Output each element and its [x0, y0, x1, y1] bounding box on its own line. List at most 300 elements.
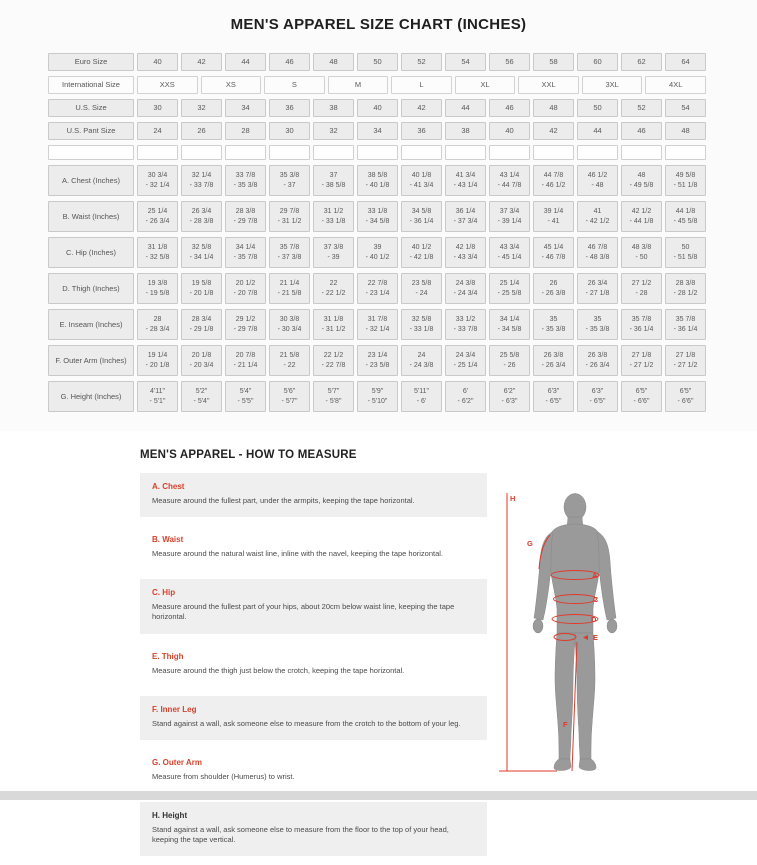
size-cell: 40	[357, 99, 398, 117]
range-to: - 28 3/4	[145, 325, 170, 333]
range-to: - 6'2"	[457, 397, 474, 405]
range-cell	[357, 201, 398, 232]
range-cell	[445, 273, 486, 304]
range-cell	[225, 237, 266, 268]
range-from: 33 1/8	[367, 207, 388, 215]
size-cell: 54	[445, 53, 486, 71]
range-to: - 43 1/4	[453, 181, 478, 189]
range-from: 45 1/4	[543, 243, 564, 251]
range-to: - 45 1/4	[497, 253, 522, 261]
range-from: 19 5/8	[191, 279, 212, 287]
range-to: - 33 1/8	[409, 325, 434, 333]
range-cell	[445, 309, 486, 340]
range-cell	[533, 237, 574, 268]
range-from: 28 3/4	[191, 315, 212, 323]
range-cell	[313, 273, 354, 304]
how-to-measure-item	[140, 643, 487, 687]
range-cell	[533, 381, 574, 412]
row-label: U.S. Size	[48, 99, 134, 117]
range-from: 29 1/2	[235, 315, 256, 323]
range-to: - 25 5/8	[497, 289, 522, 297]
range-to: - 49 5/8	[629, 181, 654, 189]
range-to: - 37 3/8	[277, 253, 302, 261]
range-cell	[445, 165, 486, 196]
range-cell	[533, 309, 574, 340]
range-to: - 28	[635, 289, 648, 297]
range-from: 25 5/8	[499, 351, 520, 359]
measure-item-description: Measure around the natural waist line, inline with the navel, keeping the tape horizontal.	[152, 549, 444, 559]
range-from: 22 1/2	[323, 351, 344, 359]
range-to: - 31 1/2	[321, 325, 346, 333]
range-from: 46 1/2	[587, 171, 608, 179]
range-from: 50	[681, 243, 690, 251]
range-to: - 35 3/8	[233, 181, 258, 189]
size-selector-box[interactable]	[533, 145, 574, 160]
range-from: 42 1/8	[455, 243, 476, 251]
range-from: 46 7/8	[587, 243, 608, 251]
range-cell	[489, 345, 530, 376]
size-cell: 46	[621, 122, 662, 140]
measure-item-description: Measure around the thigh just below the crotch, keeping the tape horizontal.	[152, 665, 405, 675]
range-to: - 6'6"	[677, 397, 694, 405]
range-to: - 29 1/8	[189, 325, 214, 333]
range-cell	[137, 165, 178, 196]
size-chart-section	[0, 0, 757, 431]
range-to: - 35 7/8	[233, 253, 258, 261]
range-to: - 26	[503, 361, 516, 369]
range-to: - 46 1/2	[541, 181, 566, 189]
measure-item-description: Stand against a wall, ask someone else to measure from the crotch to the bottom of your leg.	[152, 718, 461, 728]
size-selector-box[interactable]	[577, 145, 618, 160]
range-cell	[357, 237, 398, 268]
range-from: 5'7"	[327, 387, 340, 395]
size-cell: 50	[357, 53, 398, 71]
range-from: 5'9"	[371, 387, 384, 395]
range-to: - 27 1/2	[629, 361, 654, 369]
range-to: - 31 1/2	[277, 217, 302, 225]
measurement-row	[48, 309, 706, 340]
size-cell: 56	[489, 53, 530, 71]
range-from: 34 1/4	[499, 315, 520, 323]
range-to: - 46 7/8	[541, 253, 566, 261]
range-to: - 44 1/8	[629, 217, 654, 225]
range-from: 27 1/8	[631, 351, 652, 359]
range-cell	[313, 345, 354, 376]
range-cell	[137, 237, 178, 268]
measure-item-description: Stand against a wall, ask someone else to measure from the floor to the top of your head, keeping the tape vertical.	[152, 824, 449, 844]
range-from: 44 7/8	[543, 171, 564, 179]
range-from: 20 1/2	[235, 279, 256, 287]
range-from: 43 1/4	[499, 171, 520, 179]
range-cell	[489, 165, 530, 196]
range-to: - 50	[635, 253, 648, 261]
range-cell	[665, 381, 706, 412]
range-to: - 29 7/8	[233, 217, 258, 225]
measurement-row	[48, 165, 706, 196]
size-cell: 40	[489, 122, 530, 140]
size-selector-row	[48, 145, 706, 160]
size-selector-box[interactable]	[137, 145, 178, 160]
range-to: - 20 1/8	[145, 361, 170, 369]
size-chart-header-row	[48, 53, 706, 71]
range-to: - 41	[547, 217, 560, 225]
range-cell	[577, 273, 618, 304]
measurement-row	[48, 345, 706, 376]
range-to: - 40 1/2	[365, 253, 390, 261]
range-from: 39 1/4	[543, 207, 564, 215]
range-cell	[401, 165, 442, 196]
range-to: - 32 5/8	[145, 253, 170, 261]
how-to-measure-content	[140, 473, 757, 865]
range-to: - 25 1/4	[453, 361, 478, 369]
range-from: 35	[593, 315, 602, 323]
range-cell	[621, 237, 662, 268]
range-cell	[401, 237, 442, 268]
range-to: - 20 3/4	[189, 361, 214, 369]
range-from: 44 1/8	[675, 207, 696, 215]
size-selector-box[interactable]	[269, 145, 310, 160]
size-selector-box[interactable]	[401, 145, 442, 160]
figure-letter-inner-leg: F	[563, 720, 568, 729]
range-cell	[489, 381, 530, 412]
measure-item-heading: F. Inner Leg	[152, 704, 197, 714]
range-cell	[357, 309, 398, 340]
size-cell: 36	[269, 99, 310, 117]
range-from: 25 1/4	[499, 279, 520, 287]
range-cell	[489, 309, 530, 340]
range-from: 26 3/8	[587, 351, 608, 359]
range-cell	[181, 381, 222, 412]
range-to: - 19 5/8	[145, 289, 170, 297]
range-cell	[225, 345, 266, 376]
range-cell	[489, 237, 530, 268]
range-from: 23 1/4	[367, 351, 388, 359]
range-cell	[665, 345, 706, 376]
size-cell: 44	[225, 53, 266, 71]
range-to: - 6'5"	[589, 397, 606, 405]
range-cell	[533, 273, 574, 304]
range-from: 35 3/8	[279, 171, 300, 179]
range-to: - 34 5/8	[497, 325, 522, 333]
range-from: 21 1/4	[279, 279, 300, 287]
range-to: - 6'3"	[501, 397, 518, 405]
range-cell	[181, 237, 222, 268]
measurement-row	[48, 201, 706, 232]
measure-item-heading: G. Outer Arm	[152, 757, 202, 767]
size-cell: 40	[137, 53, 178, 71]
range-from: 37	[329, 171, 338, 179]
man-silhouette	[533, 494, 617, 771]
range-to: - 23 1/4	[365, 289, 390, 297]
range-from: 39	[373, 243, 382, 251]
range-cell	[401, 381, 442, 412]
measure-item-description: Measure around the fullest part of your hips, about 20cm below waist line, keeping the tape horizontal.	[152, 602, 455, 622]
range-cell	[489, 201, 530, 232]
figure-letter-hip: D	[591, 615, 597, 624]
range-from: 24 3/4	[455, 351, 476, 359]
measure-item-heading: A. Chest	[152, 482, 185, 491]
row-label: U.S. Pant Size	[48, 122, 134, 140]
size-selector-box[interactable]	[665, 145, 706, 160]
range-from: 28 3/8	[675, 279, 696, 287]
size-cell: 28	[225, 122, 266, 140]
range-from: 42 1/2	[631, 207, 652, 215]
size-cell: 24	[137, 122, 178, 140]
range-from: 23 5/8	[411, 279, 432, 287]
range-cell	[665, 237, 706, 268]
range-to: - 20 7/8	[233, 289, 258, 297]
range-cell	[181, 273, 222, 304]
size-cell: S	[264, 76, 325, 94]
range-cell	[269, 165, 310, 196]
size-cell: 42	[533, 122, 574, 140]
measure-item-heading: C. Hip	[152, 588, 176, 598]
range-from: 35 7/8	[631, 315, 652, 323]
range-cell	[621, 165, 662, 196]
range-to: - 33 1/8	[321, 217, 346, 225]
range-cell	[577, 345, 618, 376]
range-to: - 30 3/4	[277, 325, 302, 333]
range-from: 38 5/8	[367, 171, 388, 179]
range-cell	[665, 165, 706, 196]
range-from: 31 1/2	[323, 207, 344, 215]
range-cell	[621, 381, 662, 412]
range-from: 27 1/2	[631, 279, 652, 287]
how-to-measure-list	[140, 473, 487, 865]
size-cell: L	[391, 76, 452, 94]
size-cell: XXL	[518, 76, 579, 94]
size-selector-box[interactable]	[445, 145, 486, 160]
range-from: 22	[329, 279, 338, 287]
range-cell	[137, 201, 178, 232]
how-to-measure-item	[140, 526, 487, 570]
range-from: 20 7/8	[235, 351, 256, 359]
size-cell: XXS	[137, 76, 198, 94]
range-cell	[577, 201, 618, 232]
range-to: - 24 3/8	[409, 361, 434, 369]
size-cell: 38	[445, 122, 486, 140]
range-from: 48 3/8	[631, 243, 652, 251]
measurement-row	[48, 381, 706, 412]
range-cell	[313, 381, 354, 412]
range-to: - 6'6"	[633, 397, 650, 405]
measurement-row-label: F. Outer Arm (Inches)	[48, 345, 134, 376]
range-to: - 23 5/8	[365, 361, 390, 369]
measurement-row-label: C. Hip (Inches)	[48, 237, 134, 268]
range-from: 37 3/8	[323, 243, 344, 251]
range-to: - 40 1/8	[365, 181, 390, 189]
range-to: - 26 3/8	[541, 289, 566, 297]
range-cell	[269, 381, 310, 412]
size-cell: 62	[621, 53, 662, 71]
range-cell	[445, 237, 486, 268]
range-to: - 24	[415, 289, 428, 297]
range-from: 40 1/2	[411, 243, 432, 251]
range-cell	[269, 237, 310, 268]
size-cell: 54	[665, 99, 706, 117]
size-cell: 34	[225, 99, 266, 117]
range-to: - 51 5/8	[673, 253, 698, 261]
size-cell: 50	[577, 99, 618, 117]
size-selector-box[interactable]	[357, 145, 398, 160]
range-to: - 5'10"	[367, 397, 388, 405]
range-to: - 43 3/4	[453, 253, 478, 261]
range-from: 22 7/8	[367, 279, 388, 287]
size-chart-table	[48, 53, 706, 412]
range-to: - 20 1/8	[189, 289, 214, 297]
size-cell: 48	[533, 99, 574, 117]
range-from: 26 3/4	[587, 279, 608, 287]
size-cell: 36	[401, 122, 442, 140]
size-cell: 64	[665, 53, 706, 71]
range-from: 30 3/8	[279, 315, 300, 323]
range-cell	[137, 309, 178, 340]
size-cell: 60	[577, 53, 618, 71]
range-from: 5'2"	[195, 387, 208, 395]
range-from: 35	[549, 315, 558, 323]
range-cell	[269, 273, 310, 304]
range-cell	[313, 237, 354, 268]
range-to: - 21 5/8	[277, 289, 302, 297]
size-cell: 4XL	[645, 76, 706, 94]
range-cell	[225, 273, 266, 304]
size-selector-box[interactable]	[313, 145, 354, 160]
range-to: - 44 7/8	[497, 181, 522, 189]
range-from: 19 3/8	[147, 279, 168, 287]
range-to: - 24 3/4	[453, 289, 478, 297]
range-cell	[225, 309, 266, 340]
range-to: - 39	[327, 253, 340, 261]
range-to: - 48	[591, 181, 604, 189]
size-cell: 30	[269, 122, 310, 140]
range-from: 30 3/4	[147, 171, 168, 179]
range-cell	[357, 165, 398, 196]
how-to-measure-item	[140, 579, 487, 633]
range-cell	[577, 309, 618, 340]
size-cell: XS	[201, 76, 262, 94]
range-cell	[181, 165, 222, 196]
range-from: 41 3/4	[455, 171, 476, 179]
range-cell	[489, 273, 530, 304]
range-to: - 42 1/8	[409, 253, 434, 261]
size-cell: 52	[621, 99, 662, 117]
range-to: - 37	[283, 181, 296, 189]
range-cell	[445, 201, 486, 232]
range-from: 32 5/8	[191, 243, 212, 251]
size-selector-box[interactable]	[621, 145, 662, 160]
range-from: 34 1/4	[235, 243, 256, 251]
body-measurement-figure	[493, 487, 645, 787]
size-chart-header-row	[48, 99, 706, 117]
size-cell: 26	[181, 122, 222, 140]
range-to: - 38 5/8	[321, 181, 346, 189]
figure-letter-outer-arm: G	[527, 539, 533, 548]
range-cell	[269, 345, 310, 376]
range-to: - 22 1/2	[321, 289, 346, 297]
range-cell	[181, 201, 222, 232]
range-to: - 28 3/8	[189, 217, 214, 225]
range-cell	[577, 237, 618, 268]
range-to: - 32 1/4	[365, 325, 390, 333]
range-to: - 5'4"	[193, 397, 210, 405]
range-from: 24 3/8	[455, 279, 476, 287]
range-from: 37 3/4	[499, 207, 520, 215]
measure-item-description: Measure around the fullest part, under the armpits, keeping the tape horizontal.	[152, 496, 415, 505]
range-from: 6'2"	[503, 387, 516, 395]
range-cell	[533, 345, 574, 376]
range-from: 26 3/8	[543, 351, 564, 359]
range-from: 31 7/8	[367, 315, 388, 323]
range-to: - 5'5"	[237, 397, 254, 405]
range-cell	[181, 345, 222, 376]
range-cell	[225, 381, 266, 412]
range-cell	[313, 201, 354, 232]
range-to: - 33 7/8	[189, 181, 214, 189]
range-to: - 26 3/4	[145, 217, 170, 225]
range-from: 32 5/8	[411, 315, 432, 323]
range-cell	[621, 345, 662, 376]
range-to: - 35 3/8	[541, 325, 566, 333]
range-from: 27 1/8	[675, 351, 696, 359]
range-cell	[621, 309, 662, 340]
size-selector-box[interactable]	[489, 145, 530, 160]
range-cell	[357, 273, 398, 304]
size-cell: 42	[401, 99, 442, 117]
range-from: 49 5/8	[675, 171, 696, 179]
range-from: 6'	[462, 387, 469, 395]
range-from: 35 7/8	[675, 315, 696, 323]
how-to-measure-item	[140, 473, 487, 517]
range-from: 48	[637, 171, 646, 179]
range-cell	[533, 201, 574, 232]
size-selector-box[interactable]	[48, 145, 134, 160]
range-to: - 26 3/4	[585, 361, 610, 369]
range-from: 28 3/8	[235, 207, 256, 215]
range-from: 34 5/8	[411, 207, 432, 215]
measure-item-heading: E. Thigh	[152, 651, 184, 661]
range-cell	[533, 165, 574, 196]
size-cell: M	[328, 76, 389, 94]
range-to: - 36 1/4	[673, 325, 698, 333]
range-cell	[401, 273, 442, 304]
range-from: 33 1/2	[455, 315, 476, 323]
measurement-row-label: A. Chest (Inches)	[48, 165, 134, 196]
range-from: 5'6"	[283, 387, 296, 395]
range-to: - 36 1/4	[629, 325, 654, 333]
range-cell	[445, 381, 486, 412]
size-cell: 52	[401, 53, 442, 71]
range-to: - 48 3/8	[585, 253, 610, 261]
size-selector-box[interactable]	[181, 145, 222, 160]
range-from: 28	[153, 315, 162, 323]
how-to-measure-item	[140, 749, 487, 793]
range-cell	[665, 201, 706, 232]
range-cell	[621, 201, 662, 232]
how-to-measure-item	[140, 696, 487, 740]
range-from: 31 1/8	[147, 243, 168, 251]
size-chart-header-row	[48, 76, 706, 94]
range-cell	[577, 165, 618, 196]
measurement-row	[48, 273, 706, 304]
range-cell	[269, 309, 310, 340]
measure-item-heading: B. Waist	[152, 535, 184, 545]
range-cell	[313, 165, 354, 196]
range-cell	[445, 345, 486, 376]
range-to: - 26 3/4	[541, 361, 566, 369]
range-from: 6'5"	[635, 387, 648, 395]
range-cell	[225, 201, 266, 232]
size-selector-box[interactable]	[225, 145, 266, 160]
